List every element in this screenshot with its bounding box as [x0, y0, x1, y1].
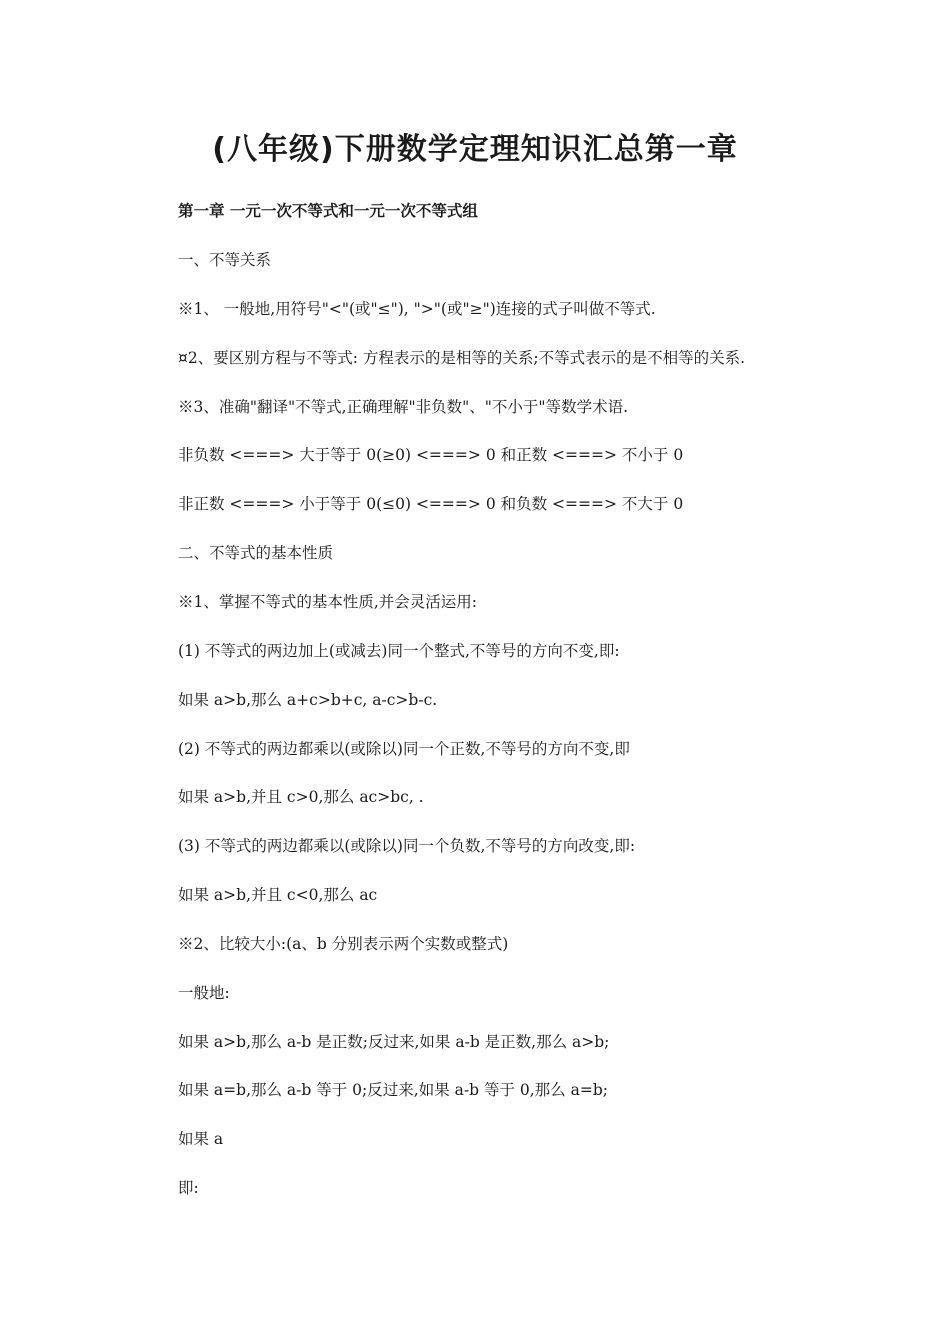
text-line: ※1、 一般地,用符号"<"(或"≤"), ">"(或"≥")连接的式子叫做不等式. — [178, 300, 656, 318]
text-line: 非负数 <===> 大于等于 0(≥0) <===> 0 和正数 <===> 不小于 0 — [178, 446, 684, 464]
text-line: (1) 不等式的两边加上(或减去)同一个整式,不等号的方向不变,即: — [178, 642, 620, 660]
text-line: ※1、掌握不等式的基本性质,并会灵活运用: — [178, 593, 478, 611]
text-line: 如果 a>b,并且 c<0,那么 ac — [178, 886, 378, 904]
text-line: 如果 a>b,那么 a+c>b+c, a-c>b-c. — [178, 691, 438, 709]
section-heading-1: 一、不等关系 — [178, 251, 272, 269]
text-line: 即: — [178, 1179, 199, 1197]
document-title: (八年级)下册数学定理知识汇总第一章 — [212, 132, 738, 167]
text-line: (2) 不等式的两边都乘以(或除以)同一个正数,不等号的方向不变,即 — [178, 740, 630, 758]
chapter-heading: 第一章 一元一次不等式和一元一次不等式组 — [178, 202, 478, 220]
text-line: 如果 a>b,并且 c>0,那么 ac>bc, . — [178, 788, 424, 806]
text-line: (3) 不等式的两边都乘以(或除以)同一个负数,不等号的方向改变,即: — [178, 837, 636, 855]
text-line: 非正数 <===> 小于等于 0(≤0) <===> 0 和负数 <===> 不大于 0 — [178, 495, 684, 513]
text-line: ¤2、要区别方程与不等式: 方程表示的是相等的关系;不等式表示的是不相等的关系. — [178, 349, 746, 367]
text-line: 一般地: — [178, 984, 230, 1002]
text-line: ※3、准确"翻译"不等式,正确理解"非负数"、"不小于"等数学术语. — [178, 398, 628, 416]
text-line: ※2、比较大小:(a、b 分别表示两个实数或整式) — [178, 935, 509, 953]
text-line: 如果 a — [178, 1130, 224, 1148]
section-heading-2: 二、不等式的基本性质 — [178, 544, 334, 562]
text-line: 如果 a>b,那么 a-b 是正数;反过来,如果 a-b 是正数,那么 a>b; — [178, 1033, 610, 1051]
text-line: 如果 a=b,那么 a-b 等于 0;反过来,如果 a-b 等于 0,那么 a=b; — [178, 1081, 608, 1099]
